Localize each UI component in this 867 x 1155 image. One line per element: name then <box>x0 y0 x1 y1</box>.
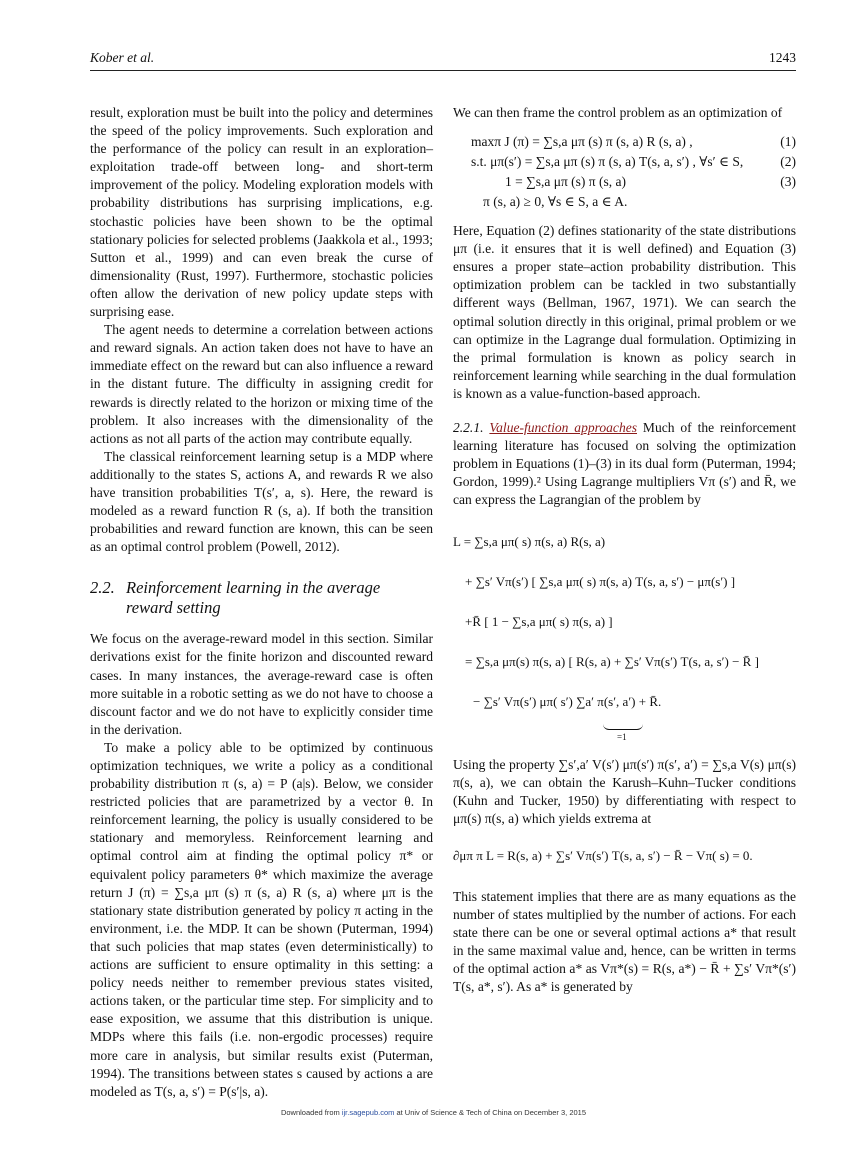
underbrace-label: =1 <box>453 722 796 742</box>
paragraph: The classical reinforcement learning setup is a MDP where additionally to the states S, actions A, and rewards R we also have transition probabilities T(s′, a, s). Here, the reward is modeled as a reward function R (s, a). If both the transition probabilities and reward function are known, this can be seen as an optimal control problem (Powell, 2012). <box>90 448 433 555</box>
right-column <box>453 104 796 996</box>
optimization-equations <box>453 132 796 212</box>
header-rule <box>90 70 796 71</box>
equation-number: (2) <box>780 154 796 170</box>
underbrace <box>603 723 643 730</box>
footer-link[interactable]: ijr.sagepub.com <box>341 1108 395 1117</box>
paragraph: This statement implies that there are as many equations as the number of states multiplied by the number of actions. For each state there can be one or several optimal actions a* that result in the same maximal value and, hence, can be written in terms of the optimal action a* as Vπ*(s) = R(s, a*) − R̄ + ∑s′ Vπ*(s′) T(s, a*, s′). As a* is generated by <box>453 888 796 995</box>
paragraph: We can then frame the control problem as an optimization of <box>453 105 783 120</box>
page-number: 1243 <box>769 50 796 65</box>
section-number: 2.2. <box>90 578 115 598</box>
subsection-title-link[interactable]: Value-function approaches <box>489 420 637 436</box>
paragraph-text: Much of the reinforcement learning literature has focused on solving the optimization problem in Equations (1)–(3) in its dual form (Puterman, 1994; Gordon, 1999).² Using Lagrange multipliers Vπ (s′) and R̄, we can express the Lagrangian of the problem by <box>453 420 796 508</box>
paragraph: Using the property ∑s′,a′ V(s′) μπ(s′) π(s′, a′) = ∑s,a V(s) μπ(s) π(s, a), we can obtain the Karush–Kuhn–Tucker conditions (Kuhn and Tucker, 1950) by differentiating with respect to μπ(s) π(s, a) which yields extrema at <box>453 756 796 826</box>
lagrangian-line-1: L = ∑s,a μπ( s) π(s, a) R(s, a) <box>453 533 606 549</box>
running-header-authors: Kober et al. <box>90 50 155 65</box>
download-footer: Downloaded from ijr.sagepub.com at Univ of Science & Tech of China on December 3, 2015 <box>280 1108 587 1117</box>
lagrangian-line-5: − ∑s′ Vπ(s′) μπ( s′) ∑a′ π(s′, a′) + R̄. <box>473 693 662 709</box>
equation-2: s.t. μπ(s′) = ∑s,a μπ (s) π (s, a) T(s, a, s′) , ∀s′ ∈ S, (2) <box>453 152 796 172</box>
section-heading <box>90 578 433 618</box>
equation-4: π (s, a) ≥ 0, ∀s ∈ S, a ∈ A. <box>483 194 628 210</box>
equation-number: (1) <box>780 134 796 150</box>
equation-3: 1 = ∑s,a μπ (s) π (s, a) (3) <box>453 172 796 192</box>
paragraph: To make a policy able to be optimized by continuous optimization techniques, we write a policy as a conditional probability distribution π (s, a) = P (a|s). Below, we consider restricted policies that are parametrized by a vector θ. In reinforcement learning, the policy is usually considered to be stationary and memoryless. Reinforcement learning and optimal control aim at finding the optimal policy π* or equivalent policy parameters θ* which maximize the average return J (π) = ∑s,a μπ (s) π (s, a) R (s, a) where μπ is the stationary state distribution generated by policy π acting in the environment, i.e. the MDP. It can be shown (Puterman, 1994) that such policies that map states (even deterministically) to actions are sufficient to ensure optimality in this setting: a policy needs neither to remember previous states visited, actions taken, or the particular time step. For simplicity and to ease exposition, we assume that this distribution is unique. MDPs where this fails (i.e. non-ergodic processes) require more care in analysis, but similar results exist (Puterman, 1994). The transitions between states s caused by actions a are modeled as T(s, a, s′) = P(s′|s, a). <box>90 739 433 1099</box>
equation-number: (3) <box>780 174 796 190</box>
equation-1: maxπ J (π) = ∑s,a μπ (s) π (s, a) R (s, a) , (1) <box>453 132 796 152</box>
running-header <box>90 50 796 68</box>
lagrangian-line-3: +R̄ [ 1 − ∑s,a μπ( s) π(s, a) ] <box>465 613 613 629</box>
paragraph: Here, Equation (2) defines stationarity of the state distributions μπ (i.e. it ensures that it is well defined) and Equation (3) ensures a proper state–action probability distribution. This optimization problem can be tackled in two substantially different ways (Bellman, 1967, 1971). We can search the optimal solution directly in this original, primal problem or we can optimize in the Lagrange dual formulation. Optimizing in the primal formulation is known as policy search in reinforcement learning while searching in the dual formulation is known as a value-function-based approach. <box>453 223 796 401</box>
subsection-number: 2.2.1. <box>453 420 484 436</box>
left-column <box>90 104 433 1101</box>
section-title-cont: reward setting <box>126 598 221 618</box>
lagrangian-line-2: + ∑s′ Vπ(s′) [ ∑s,a μπ( s) π(s, a) T(s, a, s′) − μπ(s′) ] <box>465 573 736 589</box>
paragraph: We focus on the average-reward model in this section. Similar derivations exist for the finite horizon and discounted reward cases. In many instances, the average-reward case is often more suitable in a robotic setting as we do not have to choose a discount factor and we do not have to explicitly consider time in the derivation. <box>90 631 433 737</box>
lagrangian-line-4: = ∑s,a μπ(s) π(s, a) [ R(s, a) + ∑s′ Vπ(s′) T(s, a, s′) − R̄ ] <box>465 653 759 669</box>
paragraph: The agent needs to determine a correlation between actions and reward signals. An action taken does not have to have an immediate effect on the reward but can also influence a reward in the distant future. The difficulty in assigning credit for rewards is directly related to the horizon or mixing time of the problem. It also increases with the dimensionality of the actions as not all parts of the action may contribute equally. <box>90 322 433 446</box>
kkt-equation: ∂μπ π L = R(s, a) + ∑s′ Vπ(s′) T(s, a, s′) − R̄ − Vπ( s) = 0. <box>453 847 753 863</box>
paragraph: result, exploration must be built into the policy and determines the speed of the policy improvements. Such exploration and the performance of the policy can result in an exploration–exploitation trade-off between long- and short-term improvement of the policy. Modeling exploration models with probability distributions has surprising implications, e.g. stochastic policies have been shown to be the optimal stationary policies for selected problems (Jaakkola et al., 1993; Sutton et al., 1999) and can even break the curse of dimensionality (Rust, 1997). Furthermore, stochastic policies often allow the derivation of new policy update steps with surprising ease. <box>90 105 433 320</box>
section-title: Reinforcement learning in the average <box>126 578 381 598</box>
lagrangian-derivation <box>453 522 796 742</box>
subsection-paragraph <box>453 419 796 509</box>
